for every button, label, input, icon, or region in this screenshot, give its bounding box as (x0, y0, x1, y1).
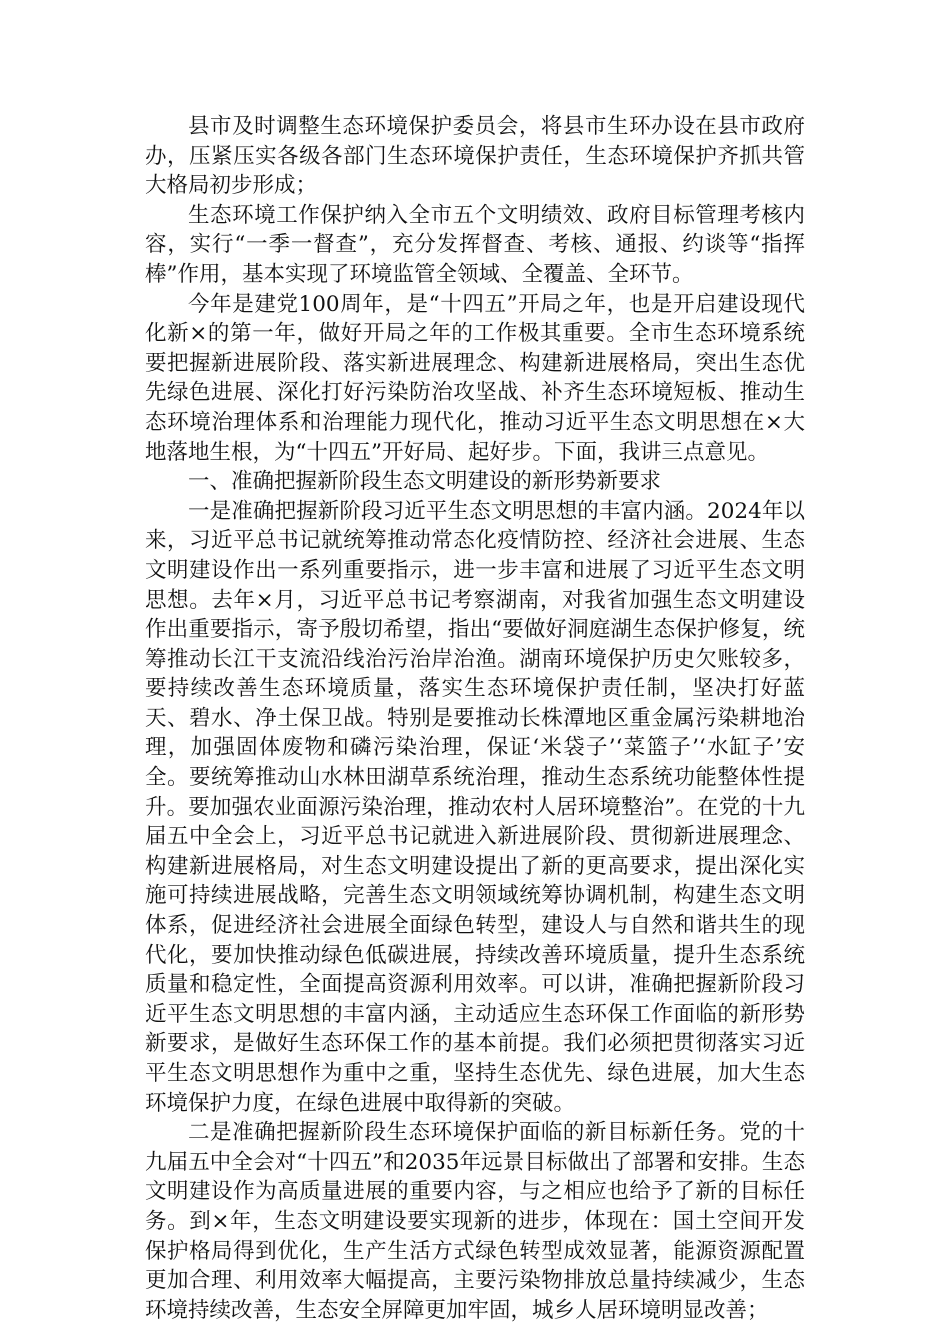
paragraph-point-one: 一是准确把握新阶段习近平生态文明思想的丰富内涵。2024年以来，习近平总书记就统筹推动常态化疫情防控、经济社会进展、生态文明建设作出一系列重要指示，进一步丰富和进展了习近平生态文明思想。去年×月，习近平总书记考察湖南，对我省加强生态文明建设作出重要指示，寄予殷切希望，指出“要做好洞庭湖生态保护修复，统筹推动长江干支流沿线治污治岸治渔。湖南环境保护历史欠账较多，要持续改善生态环境质量，落实生态环境保护责任制，坚决打好蓝天、碧水、净土保卫战。特别是要推动长株潭地区重金属污染耕地治理，加强固体废物和磷污染治理，保证‘米袋子’‘菜篮子’‘水缸子’安全。要统筹推动山水林田湖草系统治理，推动生态系统功能整体性提升。要加强农业面源污染治理，推动农村人居环境整治”。在党的十九届五中全会上，习近平总书记就进入新进展阶段、贯彻新进展理念、构建新进展格局，对生态文明建设提出了新的更高要求，提出深化实施可持续进展战略，完善生态文明领域统筹协调机制，构建生态文明体系，促进经济社会进展全面绿色转型，建设人与自然和谐共生的现代化，要加快推动绿色低碳进展，持续改善环境质量，提升生态系统质量和稳定性，全面提高资源利用效率。可以讲，准确把握新阶段习近平生态文明思想的丰富内涵，主动适应生态环保工作面临的新形势新要求，是做好生态环保工作的基本前提。我们必须把贯彻落实习近平生态文明思想作为重中之重，坚持生态优先、绿色进展，加大生态环境保护力度，在绿色进展中取得新的突破。 (145, 498, 805, 1116)
document-body (145, 112, 805, 1325)
paragraph-point-two: 二是准确把握新阶段生态环境保护面临的新目标新任务。党的十九届五中全会对“十四五”和2035年远景目标做出了部署和安排。生态文明建设作为高质量进展的重要内容，与之相应也给予了新的目标任务。到×年，生态文明建设要实现新的进步，体现在：国土空间开发保护格局得到优化，生产生活方式绿色转型成效显著，能源资源配置更加合理、利用效率大幅提高，主要污染物排放总量持续减少，生态环境持续改善，生态安全屏障更加牢固，城乡人居环境明显改善； (145, 1120, 805, 1323)
section-heading: 一、准确把握新阶段生态文明建设的新形势新要求 (188, 469, 662, 495)
paragraph-assessment: 生态环境工作保护纳入全市五个文明绩效、政府目标管理考核内容，实行“一季一督查”，充分发挥督查、考核、通报、约谈等“指挥棒”作用，基本实现了环境监管全领域、全覆盖、全环节。 (145, 202, 805, 287)
paragraph-committee-adjustment: 县市及时调整生态环境保护委员会，将县市生环办设在县市政府办，压紧压实各级各部门生态环境保护责任，生态环境保护齐抓共管大格局初步形成； (145, 114, 805, 199)
paragraph-centenary: 今年是建党100周年，是“十四五”开局之年，也是开启建设现代化新×的第一年，做好开局之年的工作极其重要。全市生态环境系统要把握新进展阶段、落实新进展理念、构建新进展格局，突出生态优先绿色进展、深化打好污染防治攻坚战、补齐生态环境短板、推动生态环境治理体系和治理能力现代化，推动习近平生态文明思想在×大地落地生根，为“十四五”开好局、起好步。下面，我讲三点意见。 (145, 291, 805, 465)
